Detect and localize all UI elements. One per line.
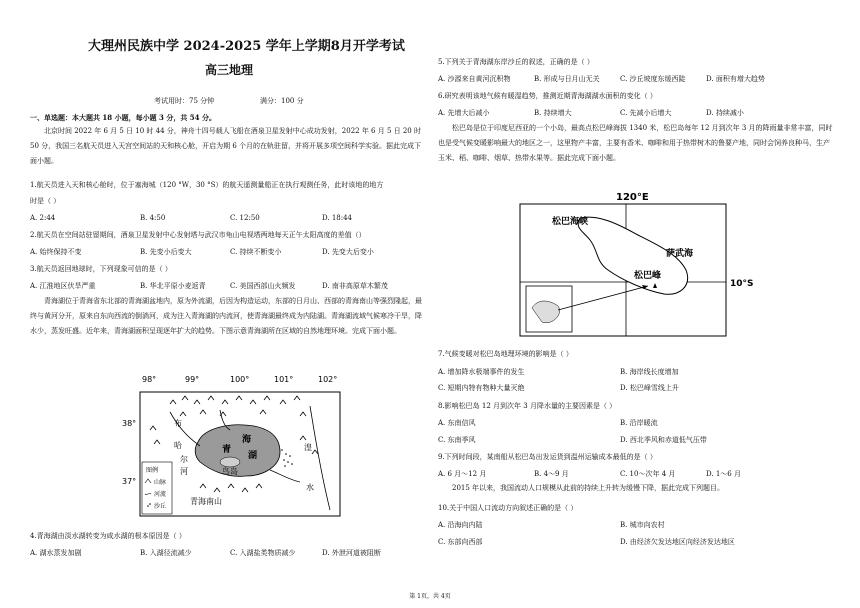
section-heading: 一、单选题：本大题共 18 小题，每小题 3 分，共 54 分。 [30, 113, 216, 122]
exam-time: 考试用时：75 分钟 [154, 97, 215, 105]
q3-option-b: B. 华北平原小麦返青 [140, 282, 206, 290]
river-label-4: 河 [180, 467, 188, 476]
sea-label: 萨武海 [666, 249, 694, 259]
bird-island [220, 457, 240, 467]
q6-option-b: B. 持续增大 [534, 109, 572, 117]
q1-stem-cont: 时是（ ） [30, 197, 61, 205]
q5-stem: 5.下列关于青海湖东岸沙丘的叙述，正确的是（ ） [438, 58, 594, 66]
lon-99: 99° [185, 375, 200, 384]
q2-option-d: D. 先变大后变小 [322, 248, 374, 256]
q7-option-a: A. 增加降水极端事件的发生 [438, 368, 525, 376]
q5-option-a: A. 沙源来自黄河沉积物 [438, 75, 511, 83]
river-label-2: 哈 [174, 441, 182, 450]
q2-stem: 2.航天员在空间站驻留期间，酒泉卫星发射中心发射塔与武汉市龟山电视塔两地每天正午太阳高度的差值（） [30, 231, 366, 239]
q1-option-a: A. 2:44 [30, 214, 56, 222]
lon-101: 101° [274, 375, 294, 384]
lat-38: 38° [122, 419, 137, 428]
q6-stem: 6.研究表明该地气候有暖湿趋势，推测近期青海湖湖水面积的变化（ ） [438, 92, 657, 100]
q7-option-d: D. 松巴峰雪线上升 [620, 384, 679, 392]
q3-option-d: D. 南非高原草木繁茂 [322, 282, 388, 290]
legend-river: 河流 [154, 491, 167, 498]
q7-stem: 7.气候变暖对松巴岛地理环境的影响是（ ） [438, 350, 573, 358]
sumba-map [518, 190, 758, 340]
passage-3: 松巴岛是位于印度尼西亚的一个小岛，最高点松巴峰海拔 1340 米，松巴岛每年 12 月到次年 3 月的降雨量非常丰富，同时也是受气候变暖影响最大的地区之一，这里物产丰富，主要有香米、咖啡和用于热带树木的鲁要产地，同时会饲养良种马，生产玉米、稻、咖啡、烟草、热带水果等。据此完成下面小题。 [438, 124, 833, 162]
q8-option-d: D. 西北季风和赤道低气压带 [620, 436, 707, 444]
q5-option-b: B. 形成与日月山无关 [534, 75, 600, 83]
q1-stem: 1.航天员进入天和核心舱时，位于塞海城（120 °W，30 °S）的航天遥测量船正在执行观测任务，此时该地的地方 [30, 181, 384, 189]
q2-option-b: B. 先变小后变大 [140, 248, 192, 256]
exam-title: 大理州民族中学 2024-2025 学年上学期8月开学考试 [88, 39, 405, 54]
mountain-label: 青海南山 [190, 497, 222, 506]
river-label-3: 尔 [180, 455, 188, 464]
legend-mountain: 山脉 [154, 479, 167, 486]
east-label-1: 湟 [304, 443, 312, 452]
island-label: 鸟岛 [222, 467, 238, 476]
page-footer: 第 1页，共 4页 [409, 593, 451, 600]
lake-label-3: 湖 [248, 451, 258, 461]
passage-4: 2015 年以来，我国流动人口规模从此前的持续上升转为缓慢下降，据此完成下列题目。 [452, 484, 725, 492]
lon-120e: 120°E [616, 192, 649, 203]
qinghai-lake-map [122, 370, 350, 520]
q3-stem: 3.航天员返回地球时，下列现象可信的是（ ） [30, 265, 172, 273]
q9-stem: 9.下列时间段，某南船从松巴岛出发运货到温州运输成本最低的是（ ） [438, 453, 657, 461]
q2-option-c: C. 持续不断变小 [230, 248, 282, 256]
lat-10s: 10°S [730, 279, 754, 289]
q1-option-b: B. 4:50 [140, 214, 166, 222]
legend-dune: 沙丘 [154, 503, 167, 510]
q3-option-a: A. 江淮地区伏旱严重 [30, 282, 96, 290]
lake-label-1: 青 [222, 445, 232, 455]
passage-2: 青海湖位于青海省东北部的青海湖盆地内，原为外流湖，后因为构造运动，东部的日月山、西部的青海南山等强烈隆起，最终与黄河分开，原来自东向西流的倒淌河，成为注入青海湖的内流河，使青海湖最终成为内陆湖。青海湖流域气候寒冷干旱，降水少，蒸发旺盛。近年来，青海湖面积呈现逐年扩大的趋势。下图示意青海湖所在区域的自然地理环境。完成下面小题。 [30, 297, 422, 335]
q5-option-d: D. 面积有增大趋势 [706, 75, 765, 83]
q7-option-c: C. 短期内特有物种大量灭绝 [438, 384, 525, 392]
east-label-2: 水 [306, 483, 314, 492]
q9-option-a: A. 6 月～12 月 [438, 470, 487, 478]
q10-option-d: D. 由经济欠发达地区向经济发达地区 [620, 538, 735, 546]
river-label-1: 布 [174, 419, 182, 428]
q10-option-a: A. 沿海向内陆 [438, 521, 483, 529]
lon-100: 100° [230, 375, 250, 384]
q6-option-c: C. 先减小后增大 [620, 109, 672, 117]
q8-option-a: A. 东南信风 [438, 419, 476, 427]
strait-label: 松巴海峡 [552, 217, 589, 227]
peak-label: 松巴峰 [634, 271, 662, 281]
lon-102: 102° [318, 375, 338, 384]
q4-option-a: A. 湖水蒸发加剧 [30, 549, 82, 557]
lat-37: 37° [122, 477, 137, 486]
q4-stem: 4.青海湖由淡水湖转变为咸水湖的根本原因是（ ） [30, 532, 186, 540]
lon-98: 98° [142, 375, 157, 384]
q8-stem: 8.影响松巴岛 12 月到次年 3 月降水量的主要因素是（ ） [438, 402, 617, 410]
q6-option-d: D. 持续减小 [706, 109, 744, 117]
legend-title: 图例 [146, 467, 159, 474]
q9-option-d: D. 1～6 月 [706, 470, 741, 478]
q7-option-b: B. 海岸线长度增加 [620, 368, 679, 376]
q2-option-a: A. 始终保持不变 [30, 248, 82, 256]
q10-option-b: B. 城市向农村 [620, 521, 665, 529]
q1-option-d: D. 18:44 [322, 214, 352, 222]
q4-option-d: D. 外泄河道被阻断 [322, 549, 381, 557]
subject-title: 高三地理 [205, 63, 254, 77]
q4-option-b: B. 入湖径流减少 [140, 549, 192, 557]
q4-option-c: C. 入湖盐类物质减少 [230, 549, 296, 557]
q10-stem: 10.关于中国人口流动方向叙述正确的是（ ） [438, 504, 578, 512]
q10-option-c: C. 东部向西部 [438, 538, 483, 546]
q9-option-b: B. 4～9 月 [534, 470, 569, 478]
q6-option-a: A. 先增大后减小 [438, 109, 490, 117]
q9-option-c: C. 10～次年 4 月 [620, 470, 676, 478]
exam-score: 满分：100 分 [260, 97, 304, 105]
lake-label-2: 海 [242, 435, 252, 445]
q5-option-c: C. 沙丘坡度东缓西陡 [620, 75, 686, 83]
q8-option-c: C. 东南季风 [438, 436, 476, 444]
q3-option-c: C. 美国西部山火频发 [230, 282, 296, 290]
q1-option-c: C. 12:50 [230, 214, 260, 222]
q8-option-b: B. 沿岸暖流 [620, 419, 658, 427]
passage-1: 北京时间 2022 年 6 月 5 日 10 时 44 分，神舟十四号载人飞船在酒泉卫星发射中心成功发射，2022 年 6 月 5 日 20 时 50 分，我国三名航天员进入天宫空间站的天和核心舱，开启为期 6 个月的在轨驻留，并将开展多项空间科学实验。据此完成下面小题。 [30, 127, 422, 165]
